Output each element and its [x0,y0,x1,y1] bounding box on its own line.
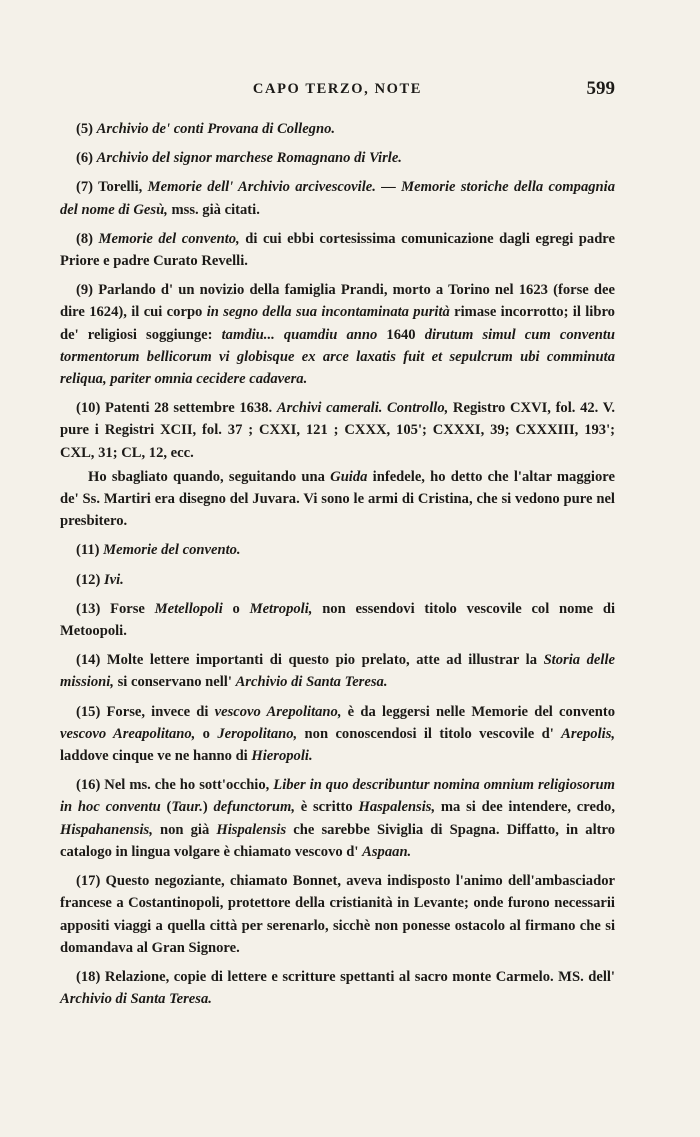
note-text: è da leggersi nelle Memorie del convento [341,703,615,720]
note-text: Ho sbagliato quando, seguitando una [88,468,331,485]
italic-text: Taur. [171,799,203,816]
note-text: ma si dee intendere, credo, [435,799,615,816]
italic-text: Archivio di Santa Teresa. [235,674,388,691]
italic-text: Archivio del signor marchese Romagnano di Virle. [96,150,402,167]
italic-text: Haspalensis, [358,799,436,816]
note-text: (18) Relazione, copie di lettere e scritture spettanti al sacro monte Carmelo. MS. dell' [76,968,615,985]
note-text: infedele, ho detto che l'altar maggiore de' Ss. Martiri era disegno del Juvara. Vi sono le armi di Cristina, che si vedono pure nel presbitero. [60,468,615,530]
italic-text: vescovo Areapolitano, [60,725,196,742]
note-text: (7) Torelli, [76,179,148,196]
italic-text: dirutum simul cum conventu tormentorum bellicorum vi globisque ex arce laxatis fuit et sepulcrum ubi comminuta reliqua, pariter omnia cecidere cadavera. [60,326,615,388]
footnote [60,966,615,1010]
footnote [60,539,615,561]
note-text: (10) Patenti 28 settembre 1638. [76,400,277,417]
note-text: che sarebbe Siviglia di Spagna. Diffatto, in altro catalogo in lingua volgare è chiamato vescovo d' [60,821,615,860]
running-head [60,78,615,104]
footnote [60,228,615,272]
note-text: (17) Questo negoziante, chiamato Bonnet, aveva indisposto l'animo dell'ambasciador francese a Costantinopoli, protettore della cristianità in Levante; onde furono necessarii appositi viaggi a quella città per serenarlo, sicchè non ponesse ostacolo al firmano che si domandava al Gran Signore. [60,873,615,956]
note-text: non già [152,821,217,838]
footnote [60,774,615,863]
italic-text: Hispalensis [216,821,287,838]
italic-text: Arepolis, [561,725,616,742]
footnote [60,147,615,169]
footnote [60,870,615,959]
note-text: (5) [76,121,97,137]
note-text: non conoscendosi il titolo vescovile d' [297,725,562,742]
chapter-title: CAPO TERZO, NOTE [252,81,423,97]
italic-text: Hieropoli. [251,748,313,765]
note-text: di cui ebbi cortesissima comunicazione dagli egregi padre Priore e padre Curato Revelli. [60,230,615,270]
italic-text: tamdiu... quamdiu anno [221,326,378,343]
italic-text: Memorie del convento. [103,542,241,559]
italic-text: defunctorum, [213,799,295,816]
italic-text: Memorie del convento, [98,230,240,247]
note-text: mss. già citati. [167,201,260,218]
italic-text: Archivio di Santa Teresa. [60,991,212,1008]
italic-text: Aspaan. [362,843,412,860]
note-text: ) [202,799,214,816]
italic-text: Storia delle missioni, [60,652,615,691]
note-text: (11) [76,542,104,559]
italic-text: Guida [330,468,368,485]
note-text: (13) Forse [76,600,155,617]
note-text: o [222,600,250,617]
footnote [60,118,615,140]
italic-text: Metellopoli [154,600,223,617]
footnote [60,598,615,642]
italic-text: Ivi. [103,571,124,588]
note-text: laddove cinque ve ne hanno di [60,748,252,765]
note-text: Registro CXVI, fol. 42. V. pure i Registri XCII, fol. 37 ; CXXI, 121 ; CXXX, 105'; CXXXI, 39; CXXXIII, 193'; CXL, 31; CL, 12, ecc. [60,400,616,461]
note-text: (9) Parlando d' un novizio della famiglia Prandi, morto a Torino nel 1623 (forse dee dire 1624), il cui corpo [60,282,615,321]
italic-text: vescovo Arepolitano, [214,703,342,720]
footnote [60,397,615,464]
footnotes [60,118,615,1017]
note-text: (16) Nel ms. che ho sott'occhio, [76,777,274,794]
italic-text: Memorie dell' Archivio arcivescovile. — Memorie storiche della compagnia del nome di Gesù, [60,179,616,218]
footnote [60,569,615,591]
footnote [60,279,615,390]
note-text: (12) [76,571,104,588]
page-number: 599 [586,78,615,99]
footnote [60,176,615,220]
note-text: (15) Forse, invece di [76,703,215,720]
note-text: ( [160,799,172,816]
italic-text: Archivio de' conti Provana di Collegno. [96,121,336,137]
italic-text: in segno della sua incontaminata purità [206,304,450,321]
note-text: rimase incorrotto; il libro de' religiosi soggiunge: [60,304,615,343]
note-text: o [195,725,218,742]
note-text: è scritto [295,799,359,816]
note-text: (6) [76,150,97,167]
italic-text: Archivi camerali. Controllo, [276,400,449,417]
note-text: non essendovi titolo vescovile col nome di Metoopoli. [60,600,615,640]
italic-text: Hispahanensis, [60,821,153,838]
note-text: (8) [76,230,99,247]
italic-text: Jeropolitano, [217,725,298,742]
italic-text: Metropoli, [249,600,313,617]
footnote [60,649,615,693]
note-text: (14) Molte lettere importanti di questo pio prelato, atte ad illustrar la [76,652,544,669]
footnote [60,701,615,768]
note-text: si conservano nell' [113,674,236,691]
note-text: 1640 [377,326,425,343]
note-continuation [60,466,615,533]
italic-text: Liber in quo describuntur nomina omnium religiosorum in hoc conventu [60,777,615,816]
